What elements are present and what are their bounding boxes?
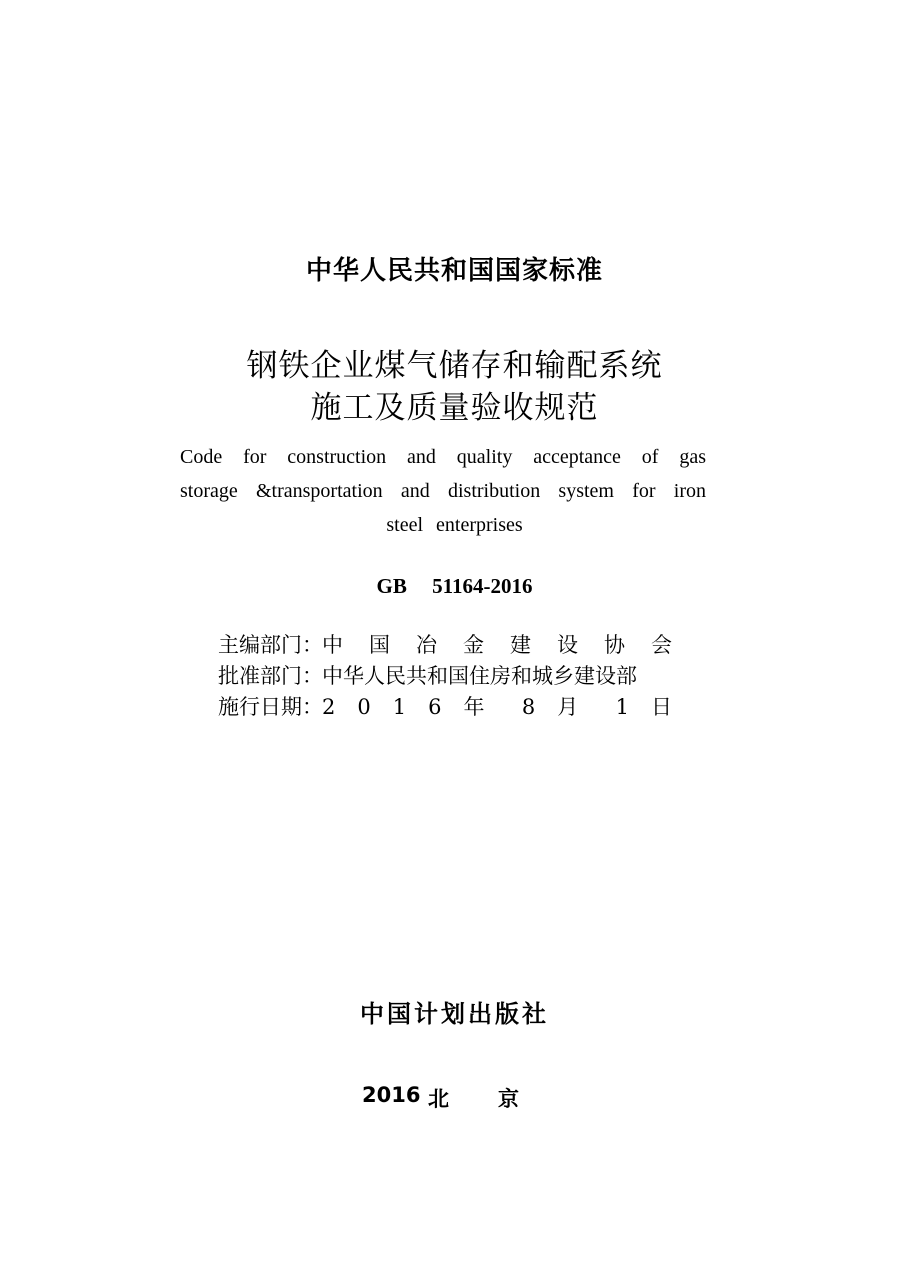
english-title-line-3: steel enterprises: [386, 514, 523, 536]
english-title-line-2: storage &transportation and distribution system for iron: [180, 480, 706, 502]
info-label: 施行日期：: [218, 695, 323, 719]
info-value: 2 0 1 6 年 8 月 1 日: [322, 695, 672, 719]
imprint-city-char-2: 京: [498, 1087, 519, 1111]
chinese-title-line-1: 钢铁企业煤气储存和输配系统: [246, 348, 663, 384]
standard-code: GB 51164-2016: [376, 574, 533, 598]
info-label: 批准部门：: [218, 664, 323, 688]
english-title-line-1: Code for construction and quality acceptance of gas: [180, 446, 706, 468]
chinese-title-line-2: 施工及质量验收规范: [310, 390, 599, 426]
info-value: 中 国 冶 金 建 设 协 会: [322, 633, 672, 657]
info-row-approval: [218, 661, 678, 691]
imprint-city-char-1: 北: [428, 1087, 449, 1111]
publisher-name: 中国计划出版社: [360, 1000, 549, 1028]
info-row-chief-editor: [218, 630, 678, 660]
imprint-year: 2016: [362, 1083, 421, 1107]
info-label: 主编部门：: [218, 633, 323, 657]
info-value: 中华人民共和国住房和城乡建设部: [322, 664, 637, 688]
standard-type-heading: 中华人民共和国国家标准: [305, 256, 603, 286]
info-row-effective-date: [218, 692, 678, 722]
